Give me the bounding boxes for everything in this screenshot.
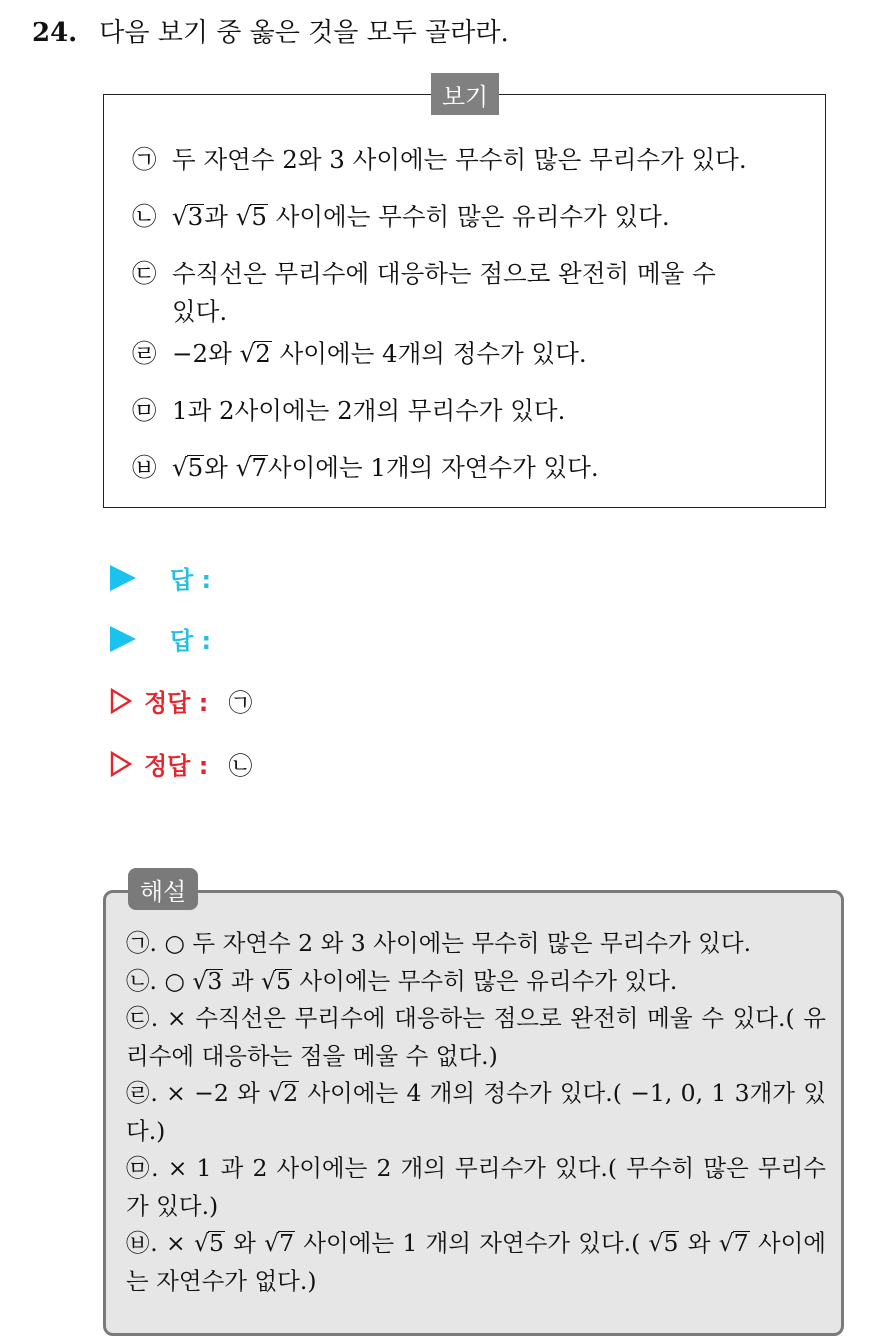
correct-value: ㉠ — [228, 689, 253, 717]
bogi-tag: 보기 — [431, 73, 499, 115]
answer-line-2 — [110, 621, 211, 656]
correct-line-2 — [110, 746, 252, 781]
question — [32, 12, 509, 49]
explanation-line-2: ㉡. ○ √3 과 √5 사이에는 무수히 많은 유리수가 있다. — [126, 966, 678, 995]
correct-value: ㉡ — [228, 752, 253, 780]
item-text: 과 — [204, 202, 236, 231]
correct-label: 정답 : — [144, 689, 209, 717]
explanation-box — [103, 890, 844, 1336]
item-mark: ㉡ — [132, 202, 157, 231]
item-text: 사이에는 무수히 많은 유리수가 있다. — [267, 202, 670, 231]
answer-line-1 — [110, 560, 211, 595]
explanation-line-5: ㉤. × 1 과 2 사이에는 2 개의 무리수가 있다.( 무수히 많은 무리수가 있다.) — [126, 1154, 826, 1220]
correct-label: 정답 : — [144, 752, 209, 780]
play-arrow-icon — [110, 565, 136, 591]
bogi-item-6 — [132, 449, 599, 487]
item-text-cont: 있다. — [172, 297, 228, 326]
item-text: 수직선은 무리수에 대응하는 점으로 완전히 메울 수 — [172, 259, 716, 288]
explanation-line-6: ㉥. × √5 와 √7 사이에는 1 개의 자연수가 있다.( √5 와 √7 사이에는 자연수가 없다.) — [126, 1229, 826, 1295]
item-mark: ㉢ — [132, 259, 157, 288]
outline-arrow-icon — [110, 751, 132, 777]
bogi-item-5 — [132, 392, 565, 430]
sqrt-7: √7 — [235, 453, 267, 482]
answer-label: 답 : — [170, 566, 212, 594]
item-text: 사이에는 4개의 정수가 있다. — [271, 339, 587, 368]
explanation-line-4: ㉣. × −2 와 √2 사이에는 4 개의 정수가 있다.( −1, 0, 1 3개가 있다.) — [126, 1079, 826, 1145]
bogi-item-2 — [132, 198, 670, 236]
sqrt-5: √5 — [172, 453, 204, 482]
explanation-line-1: ㉠. ○ 두 자연수 2 와 3 사이에는 무수히 많은 무리수가 있다. — [126, 929, 752, 957]
bogi-item-4 — [132, 335, 587, 373]
item-text: 사이에는 1개의 자연수가 있다. — [267, 453, 599, 482]
item-text: 두 자연수 2와 3 사이에는 무수히 많은 무리수가 있다. — [172, 145, 747, 174]
item-mark: ㉤ — [132, 396, 157, 425]
item-mark: ㉣ — [132, 339, 157, 368]
correct-line-1 — [110, 683, 252, 718]
item-text: −2와 — [172, 339, 240, 368]
item-mark: ㉥ — [132, 453, 157, 482]
bogi-box — [103, 82, 826, 508]
sqrt-3: √3 — [172, 202, 204, 231]
sqrt-2: √2 — [239, 339, 271, 368]
bogi-item-3 — [132, 255, 716, 331]
explanation-tag: 해설 — [128, 868, 198, 910]
item-text: 와 — [204, 453, 236, 482]
explanation-text — [126, 925, 826, 1300]
item-text: 1과 2사이에는 2개의 무리수가 있다. — [172, 396, 566, 425]
bogi-item-1 — [132, 141, 747, 179]
play-arrow-icon — [110, 626, 136, 652]
answer-label: 답 : — [170, 627, 212, 655]
outline-arrow-icon — [110, 688, 132, 714]
sqrt-5: √5 — [235, 202, 267, 231]
item-mark: ㉠ — [132, 145, 157, 174]
explanation-line-3: ㉢. × 수직선은 무리수에 대응하는 점으로 완전히 메울 수 있다.( 유리수에 대응하는 점을 메울 수 없다.) — [126, 1004, 826, 1070]
question-number: 24. — [32, 18, 78, 48]
question-text: 다음 보기 중 옳은 것을 모두 골라라. — [99, 18, 509, 48]
